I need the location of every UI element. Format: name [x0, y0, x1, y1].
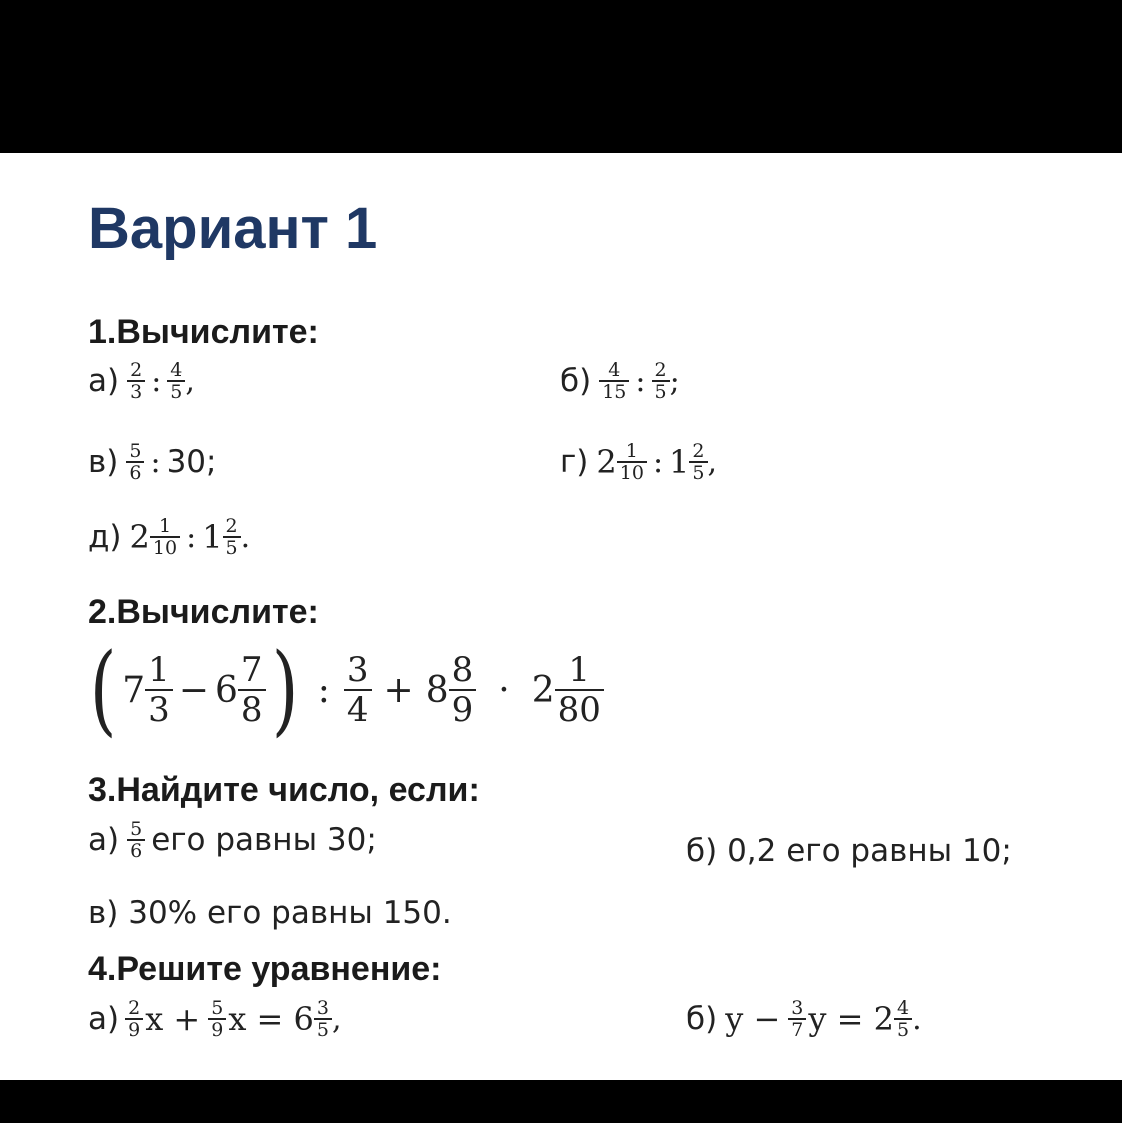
plus-symbol: +: [383, 669, 414, 711]
punctuation: .: [912, 1001, 922, 1037]
fraction: [689, 441, 707, 483]
task3-item-v: в) 30% его равны 150.: [88, 895, 452, 931]
whole-part: 2: [129, 518, 150, 556]
fraction: [167, 360, 185, 402]
denominator: 9: [451, 690, 474, 730]
denominator: 5: [170, 381, 183, 403]
numerator: 4: [167, 360, 185, 382]
denominator: 10: [619, 462, 644, 484]
number: 30: [166, 444, 207, 480]
denominator: 5: [692, 462, 705, 484]
task3-item-b: б) 0,2 его равны 10;: [686, 833, 1012, 869]
fraction: [449, 651, 477, 729]
numerator: 5: [208, 998, 226, 1020]
divide-symbol: :: [652, 444, 664, 480]
denominator: 6: [130, 840, 143, 862]
fraction: [788, 998, 806, 1040]
task3-item-a: [88, 819, 377, 861]
numerator: 7: [238, 651, 266, 691]
task3-heading: 3.Найдите число, если:: [88, 771, 480, 809]
task4-heading: 4.Решите уравнение:: [88, 950, 442, 988]
divide-symbol: :: [186, 519, 197, 555]
denominator: 5: [654, 381, 667, 403]
fraction: [617, 441, 647, 483]
fraction: [145, 651, 173, 729]
whole-part: 2: [596, 443, 617, 481]
worksheet: [0, 153, 1122, 1080]
punctuation: .: [240, 519, 251, 555]
fraction: [126, 441, 144, 483]
divide-symbol: :: [151, 363, 162, 399]
numerator: 2: [127, 360, 145, 382]
numerator: 2: [125, 998, 143, 1020]
right-parenthesis: ): [271, 633, 298, 747]
task1-heading: 1.Вычислите:: [88, 313, 319, 351]
item-text: его равны 30;: [151, 822, 377, 858]
left-parenthesis: (: [89, 633, 117, 747]
whole-part: 8: [425, 669, 449, 711]
denominator: 3: [130, 381, 143, 403]
term-text: x = 6: [228, 1000, 314, 1038]
denominator: 9: [211, 1019, 224, 1041]
denominator: 15: [602, 381, 627, 403]
term-text: y −: [725, 1000, 781, 1038]
numerator: 1: [145, 651, 173, 691]
denominator: 3: [148, 690, 170, 730]
bottom-black-bar: [0, 1080, 1122, 1123]
punctuation: ;: [206, 444, 217, 480]
item-label: а): [88, 822, 120, 858]
fraction: [314, 998, 332, 1040]
task1-item-g: [560, 441, 717, 483]
numerator: 3: [314, 998, 332, 1020]
whole-part: 6: [214, 669, 238, 711]
numerator: 5: [127, 819, 145, 841]
fraction: [894, 998, 912, 1040]
term-text: x +: [145, 1000, 201, 1038]
numerator: 1: [617, 441, 647, 463]
whole-part: 2: [531, 669, 555, 711]
denominator: 8: [240, 690, 263, 730]
task1-item-b: [560, 360, 680, 402]
top-black-bar: [0, 0, 1122, 153]
punctuation: ,: [331, 1001, 342, 1037]
denominator: 6: [129, 462, 142, 484]
item-label: б): [560, 363, 592, 399]
numerator: 3: [344, 651, 372, 691]
task2-expression: [84, 633, 604, 747]
fraction: [555, 651, 604, 729]
task1-item-v: [88, 441, 216, 483]
fraction: [599, 360, 629, 402]
divide-symbol: :: [317, 669, 330, 711]
item-label: б): [686, 1001, 718, 1037]
item-label: г): [560, 444, 589, 480]
numerator: 2: [652, 360, 670, 382]
denominator: 5: [316, 1019, 329, 1041]
fraction: [344, 651, 372, 729]
fraction: [652, 360, 670, 402]
numerator: 4: [599, 360, 629, 382]
numerator: 2: [223, 516, 241, 538]
numerator: 1: [150, 516, 180, 538]
item-label: а): [88, 363, 120, 399]
punctuation: ,: [707, 444, 718, 480]
denominator: 9: [128, 1019, 141, 1041]
whole-part: 1: [202, 518, 223, 556]
denominator: 5: [896, 1019, 910, 1041]
fraction: [150, 516, 180, 558]
numerator: 3: [788, 998, 806, 1020]
minus-symbol: −: [178, 669, 209, 711]
fraction: [127, 819, 145, 861]
item-label: д): [88, 519, 122, 555]
task1-item-a: [88, 360, 195, 402]
fraction: [223, 516, 241, 558]
numerator: 2: [689, 441, 707, 463]
item-label: в): [88, 444, 119, 480]
punctuation: ,: [185, 363, 195, 399]
denominator: 5: [225, 537, 238, 559]
task2-heading: 2.Вычислите:: [88, 593, 319, 631]
term-text: y = 2: [808, 1000, 894, 1038]
numerator: 1: [555, 651, 604, 691]
fraction: [208, 998, 226, 1040]
multiply-symbol: ·: [498, 669, 510, 711]
page-title: Вариант 1: [88, 196, 378, 261]
fraction: [125, 998, 143, 1040]
denominator: 7: [791, 1019, 804, 1041]
divide-symbol: :: [150, 444, 161, 480]
numerator: 8: [449, 651, 477, 691]
punctuation: ;: [669, 363, 680, 399]
task1-item-d: [88, 516, 250, 558]
item-label: а): [88, 1001, 120, 1037]
whole-part: 7: [122, 669, 146, 711]
numerator: 5: [126, 441, 144, 463]
denominator: 10: [152, 537, 178, 559]
denominator: 80: [557, 690, 601, 730]
task4-item-b: [686, 998, 922, 1040]
task4-item-a: [88, 998, 342, 1040]
denominator: 4: [346, 690, 369, 730]
numerator: 4: [894, 998, 912, 1020]
divide-symbol: :: [635, 363, 646, 399]
fraction: [127, 360, 145, 402]
fraction: [238, 651, 266, 729]
whole-part: 1: [669, 443, 690, 481]
